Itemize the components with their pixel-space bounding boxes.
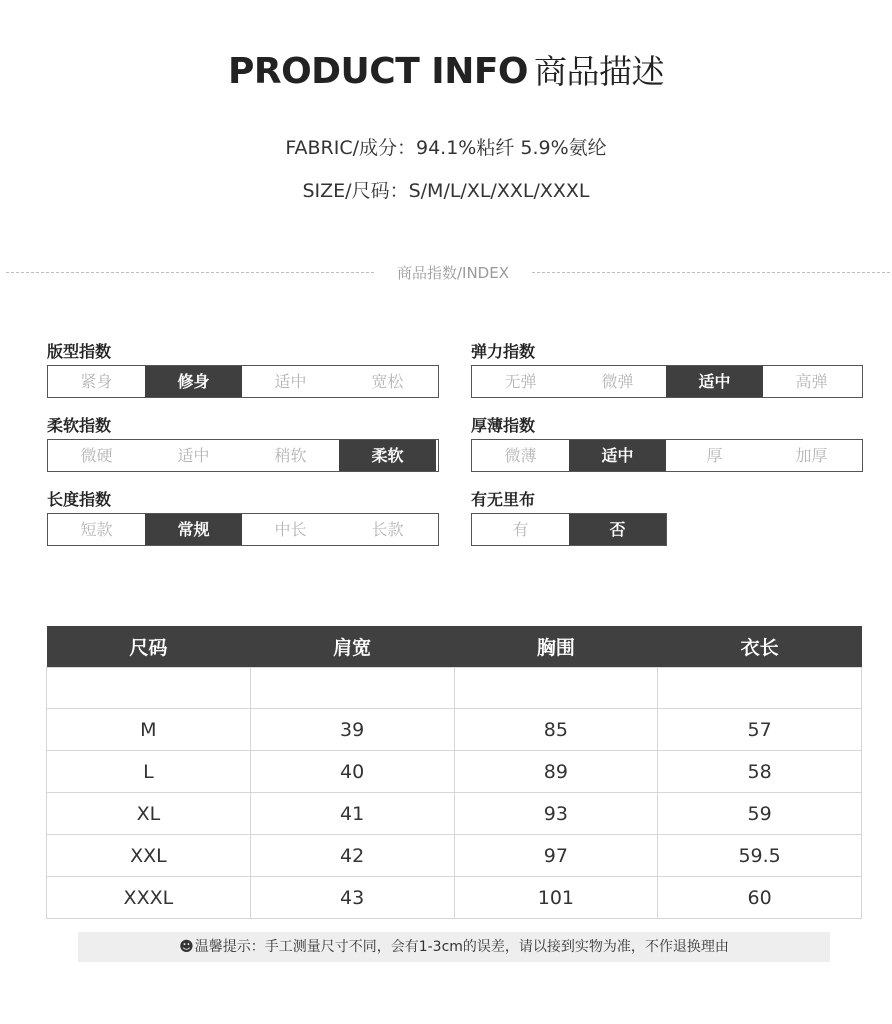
- index-divider: [6, 262, 890, 282]
- measurement-note: [78, 932, 830, 962]
- index-option: 适中: [569, 440, 666, 471]
- column-header: 尺码: [47, 626, 251, 668]
- index-option: 厚: [706, 446, 723, 465]
- column-header: 肩宽: [250, 626, 454, 668]
- table-cell: 97: [454, 835, 658, 877]
- index-option: 柔软: [339, 440, 436, 471]
- index-lining: [471, 489, 667, 546]
- index-option: 高弹: [795, 372, 828, 391]
- size-info: SIZE/尺码：S/M/L/XL/XXL/XXXL: [302, 180, 590, 202]
- index-fit: [47, 341, 439, 398]
- divider-line-left: [6, 272, 374, 273]
- table-cell: 42: [250, 835, 454, 877]
- index-softness: [47, 415, 439, 472]
- index-option: 适中: [177, 446, 210, 465]
- index-length: [47, 489, 439, 546]
- table-row: [47, 668, 862, 709]
- index-option: 加厚: [795, 446, 828, 465]
- index-option: 有: [512, 520, 529, 539]
- table-cell: [658, 668, 862, 709]
- index-section-label: 商品指数/INDEX: [396, 264, 509, 282]
- table-cell: XL: [47, 793, 251, 835]
- page-title: [0, 46, 892, 93]
- size-table: [46, 626, 862, 919]
- index-scale: [47, 365, 439, 398]
- index-scale: [47, 513, 439, 546]
- table-cell: 41: [250, 793, 454, 835]
- index-scale: [471, 365, 863, 398]
- title-chinese: 商品描述: [534, 52, 665, 91]
- index-option: 微硬: [80, 446, 113, 465]
- index-option: 中长: [274, 520, 307, 539]
- table-cell: [454, 668, 658, 709]
- table-row: [47, 793, 862, 835]
- table-cell: 58: [658, 751, 862, 793]
- smiley-icon: ☻: [179, 939, 194, 955]
- index-elasticity: [471, 341, 863, 398]
- table-cell: 39: [250, 709, 454, 751]
- index-option: 紧身: [80, 372, 113, 391]
- column-header: 胸围: [454, 626, 658, 668]
- index-option: 适中: [666, 366, 763, 397]
- table-cell: M: [47, 709, 251, 751]
- table-row: [47, 751, 862, 793]
- table-cell: 43: [250, 877, 454, 919]
- table-row: [47, 835, 862, 877]
- table-cell: L: [47, 751, 251, 793]
- index-option: 适中: [274, 372, 307, 391]
- index-option: 微弹: [601, 372, 634, 391]
- table-cell: 59: [658, 793, 862, 835]
- index-thickness: [471, 415, 863, 472]
- table-cell: [250, 668, 454, 709]
- index-scale: [471, 513, 667, 546]
- table-cell: 40: [250, 751, 454, 793]
- table-cell: 89: [454, 751, 658, 793]
- table-cell: 101: [454, 877, 658, 919]
- column-header: 衣长: [658, 626, 862, 668]
- table-row: [47, 709, 862, 751]
- note-text: 温馨提示：手工测量尺寸不同，会有1-3cm的误差，请以接到实物为准，不作退换理由: [194, 939, 729, 955]
- table-cell: [47, 668, 251, 709]
- index-option: 稍软: [274, 446, 307, 465]
- index-name: 版型指数: [47, 342, 112, 361]
- table-cell: 93: [454, 793, 658, 835]
- index-name: 厚薄指数: [471, 416, 536, 435]
- index-scale: [47, 439, 439, 472]
- title-english: PRODUCT INFO: [227, 51, 529, 92]
- index-option: 长款: [371, 520, 404, 539]
- index-scale: [471, 439, 863, 472]
- index-name: 弹力指数: [471, 342, 536, 361]
- table-row: [47, 877, 862, 919]
- table-cell: 59.5: [658, 835, 862, 877]
- fabric-info: FABRIC/成分：94.1%粘纤 5.9%氨纶: [285, 137, 607, 159]
- index-option: 短款: [80, 520, 113, 539]
- index-option: 修身: [145, 366, 242, 397]
- table-cell: 85: [454, 709, 658, 751]
- table-cell: XXXL: [47, 877, 251, 919]
- table-cell: 60: [658, 877, 862, 919]
- table-cell: XXL: [47, 835, 251, 877]
- table-cell: 57: [658, 709, 862, 751]
- index-option: 无弹: [504, 372, 537, 391]
- table-header-row: [47, 626, 862, 668]
- index-name: 长度指数: [47, 490, 112, 509]
- index-option: 微薄: [504, 446, 537, 465]
- index-option: 否: [569, 514, 666, 545]
- divider-line-right: [532, 272, 890, 273]
- index-name: 有无里布: [471, 490, 536, 509]
- index-option: 常规: [145, 514, 242, 545]
- index-name: 柔软指数: [47, 416, 112, 435]
- index-option: 宽松: [371, 372, 404, 391]
